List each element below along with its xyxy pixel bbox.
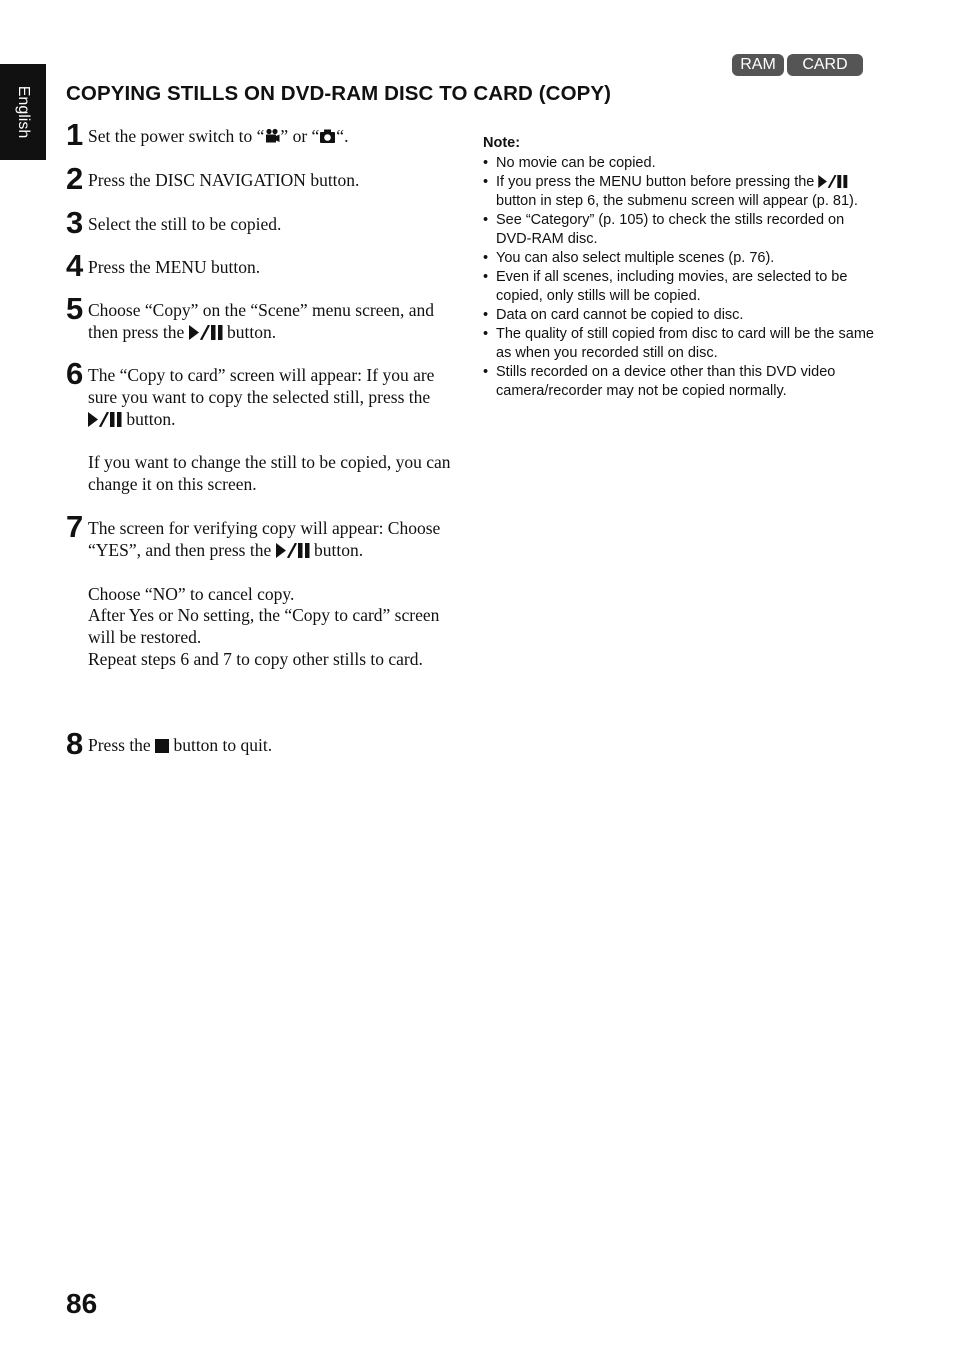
media-badges bbox=[732, 54, 863, 76]
step-text: Select the still to be copied. bbox=[88, 214, 282, 234]
step-text: Press the bbox=[88, 735, 156, 755]
step-text: Choose “Copy” on the “Scene” menu screen, and then press the bbox=[88, 300, 434, 342]
note-text: If you press the MENU button before pressing the bbox=[496, 174, 819, 190]
card-badge: CARD bbox=[787, 54, 863, 76]
note-item: • See “Category” (p. 105) to check the stills recorded on DVD-RAM disc. bbox=[483, 211, 878, 249]
movie-camera-icon bbox=[264, 128, 280, 144]
step-text: button to quit. bbox=[169, 735, 273, 755]
step-2 bbox=[66, 161, 458, 196]
note-item: • The quality of still copied from disc to card will be the same as when you recorded still on disc. bbox=[483, 325, 878, 363]
step-1 bbox=[66, 117, 458, 152]
step-7 bbox=[66, 510, 458, 671]
language-label: English bbox=[15, 85, 32, 139]
note-item: • Even if all scenes, including movies, are selected to be copied, only stills will be copied. bbox=[483, 268, 878, 306]
page-number: 86 bbox=[66, 1288, 98, 1319]
step-8 bbox=[66, 726, 458, 761]
note-heading: Note: bbox=[483, 135, 521, 151]
ram-badge: RAM bbox=[732, 54, 784, 76]
step-extra-text: Choose “NO” to cancel copy. bbox=[88, 583, 295, 604]
play-pause-icon bbox=[88, 412, 122, 427]
step-number: 1 bbox=[66, 117, 84, 152]
step-extra-text: After Yes or No setting, the “Copy to card” screen will be restored. bbox=[88, 605, 440, 648]
step-number: 8 bbox=[66, 726, 84, 761]
note-text: button in step 6, the submenu screen will appear (p. 81). bbox=[496, 193, 858, 209]
note-list bbox=[483, 154, 878, 401]
stop-icon bbox=[155, 739, 169, 753]
step-extra-text: If you want to change the still to be copied, you can change it on this screen. bbox=[88, 452, 451, 495]
play-pause-icon bbox=[276, 543, 310, 558]
step-text: button. bbox=[122, 408, 176, 429]
step-text: button. bbox=[222, 321, 277, 342]
note-item bbox=[483, 173, 878, 211]
note-item: • No movie can be copied. bbox=[483, 154, 878, 173]
step-text: “. bbox=[336, 126, 349, 146]
step-number: 5 bbox=[66, 291, 84, 326]
play-pause-icon bbox=[818, 175, 848, 188]
step-text: The screen for verifying copy will appear: Choose “YES”, and then press the bbox=[88, 518, 441, 560]
still-camera-icon bbox=[319, 128, 336, 144]
note-section bbox=[483, 134, 878, 401]
step-text: Set the power switch to “ bbox=[88, 126, 265, 146]
step-3 bbox=[66, 205, 458, 240]
step-text: ” or “ bbox=[280, 126, 320, 146]
step-number: 3 bbox=[66, 205, 84, 240]
language-tab bbox=[0, 64, 46, 160]
step-text: Press the MENU button. bbox=[88, 257, 261, 277]
note-item: • Stills recorded on a device other than this DVD video camera/recorder may not be copied normally. bbox=[483, 363, 878, 401]
step-text: Press the DISC NAVIGATION button. bbox=[88, 170, 360, 190]
step-extra-text: Repeat steps 6 and 7 to copy other stills to card. bbox=[88, 648, 423, 669]
step-text: The “Copy to card” screen will appear: If you are sure you want to copy the selected still, press the bbox=[88, 365, 435, 407]
note-item: • You can also select multiple scenes (p. 76). bbox=[483, 249, 878, 268]
play-pause-icon bbox=[189, 325, 223, 340]
page-title: COPYING STILLS ON DVD-RAM DISC TO CARD (COPY) bbox=[66, 82, 612, 105]
step-text: button. bbox=[309, 539, 364, 560]
note-item: • Data on card cannot be copied to disc. bbox=[483, 306, 878, 325]
step-5 bbox=[66, 292, 458, 344]
step-6 bbox=[66, 357, 458, 496]
step-4 bbox=[66, 248, 458, 283]
step-number: 7 bbox=[66, 509, 84, 544]
step-number: 4 bbox=[66, 248, 84, 283]
step-number: 6 bbox=[66, 356, 84, 391]
step-number: 2 bbox=[66, 161, 84, 196]
